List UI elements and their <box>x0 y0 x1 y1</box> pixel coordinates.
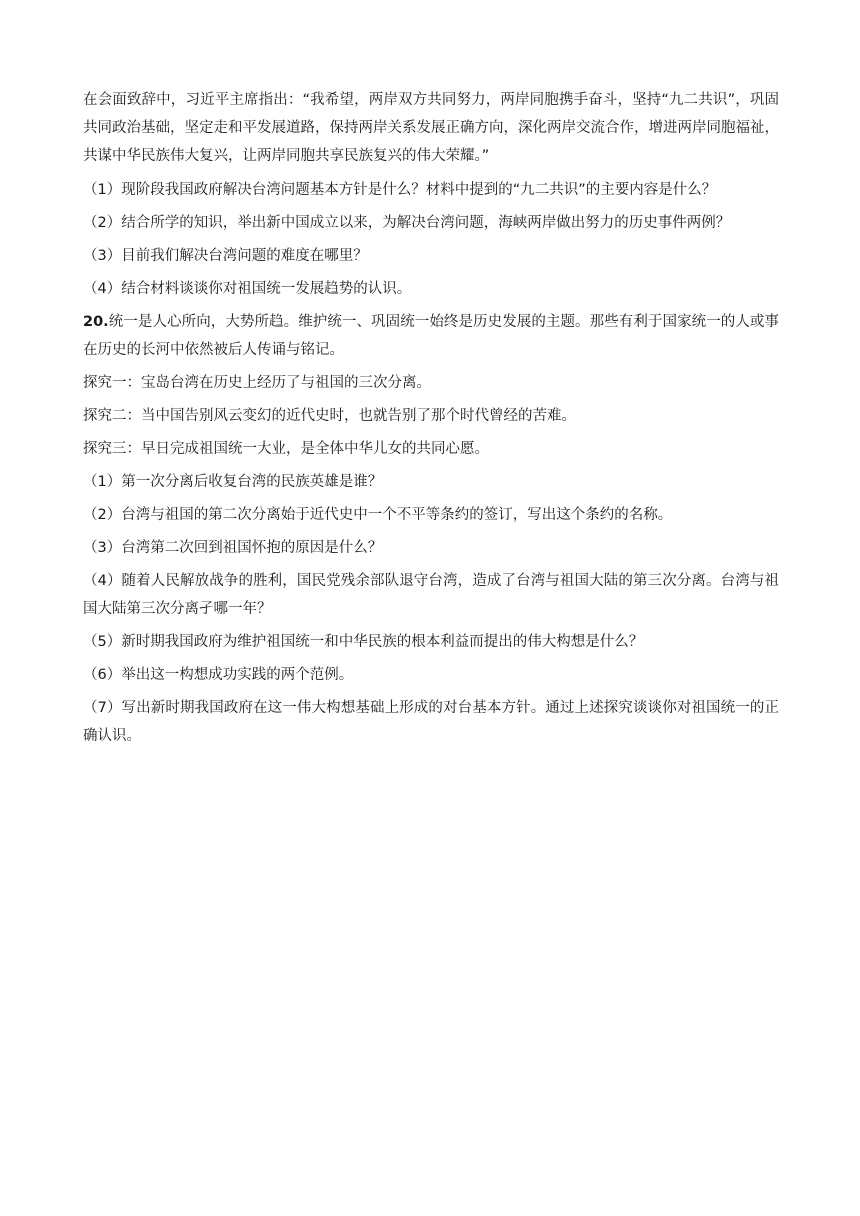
q20-exploration-2: 探究二：当中国告别风云变幻的近代史时，也就告别了那个时代曾经的苦难。 <box>83 408 576 424</box>
q20-subquestion-4: （4）随着人民解放战争的胜利，国民党残余部队退守台湾，造成了台湾与祖国大陆的第三次分离。台湾与祖国大陆第三次分离孑哪一年？ <box>83 573 779 617</box>
q19-subquestion-1: （1）现阶段我国政府解决台湾问题基本方针是什么？材料中提到的“九二共识”的主要内容是什么？ <box>83 182 717 198</box>
document-content <box>83 86 779 750</box>
q20-subquestion-1: （1）第一次分离后收复台湾的民族英雄是谁？ <box>83 474 383 490</box>
q19-subquestion-2: （2）结合所学的知识，举出新中国成立以来，为解决台湾问题，海峡两岸做出努力的历史事件两例？ <box>83 215 731 231</box>
q20-stem: 统一是人心所向，大势所趋。维护统一、巩固统一始终是历史发展的主题。那些有利于国家统一的人或事在历史的长河中依然被后人传诵与铭记。 <box>83 314 779 358</box>
q20-number: 20. <box>83 314 109 330</box>
q20-subquestion-2: （2）台湾与祖国的第二次分离始于近代史中一个不平等条约的签订，写出这个条约的名称。 <box>83 507 673 523</box>
q20-stem-paragraph <box>83 308 779 364</box>
q20-subquestion-6: （6）举出这一构想成功实践的两个范例。 <box>83 667 354 683</box>
q19-subquestion-4: （4）结合材料谈谈你对祖国统一发展趋势的认识。 <box>83 281 412 297</box>
q20-subquestion-5: （5）新时期我国政府为维护祖国统一和中华民族的根本利益而提出的伟大构想是什么？ <box>83 634 644 650</box>
q19-subquestion-3: （3）目前我们解决台湾问题的难度在哪里？ <box>83 248 368 264</box>
material-paragraph: 在会面致辞中，习近平主席指出：“我希望，两岸双方共同努力，两岸同胞携手奋斗，坚持“九二共识”，巩固共同政治基础，坚定走和平发展道路，保持两岸关系发展正确方向，深化两岸交流合作，增进两岸同胞福祉，共谋中华民族伟大复兴，让两岸同胞共享民族复兴的伟大荣耀。” <box>83 92 779 164</box>
q20-exploration-1: 探究一：宝岛台湾在历史上经历了与祖国的三次分离。 <box>83 375 431 391</box>
q20-exploration-3: 探究三：早日完成祖国统一大业，是全体中华儿女的共同心愿。 <box>83 441 489 457</box>
q20-subquestion-7: （7）写出新时期我国政府在这一伟大构想基础上形成的对台基本方针。通过上述探究谈谈你对祖国统一的正确认识。 <box>83 700 779 744</box>
q20-subquestion-3: （3）台湾第二次回到祖国怀抱的原因是什么？ <box>83 540 383 556</box>
